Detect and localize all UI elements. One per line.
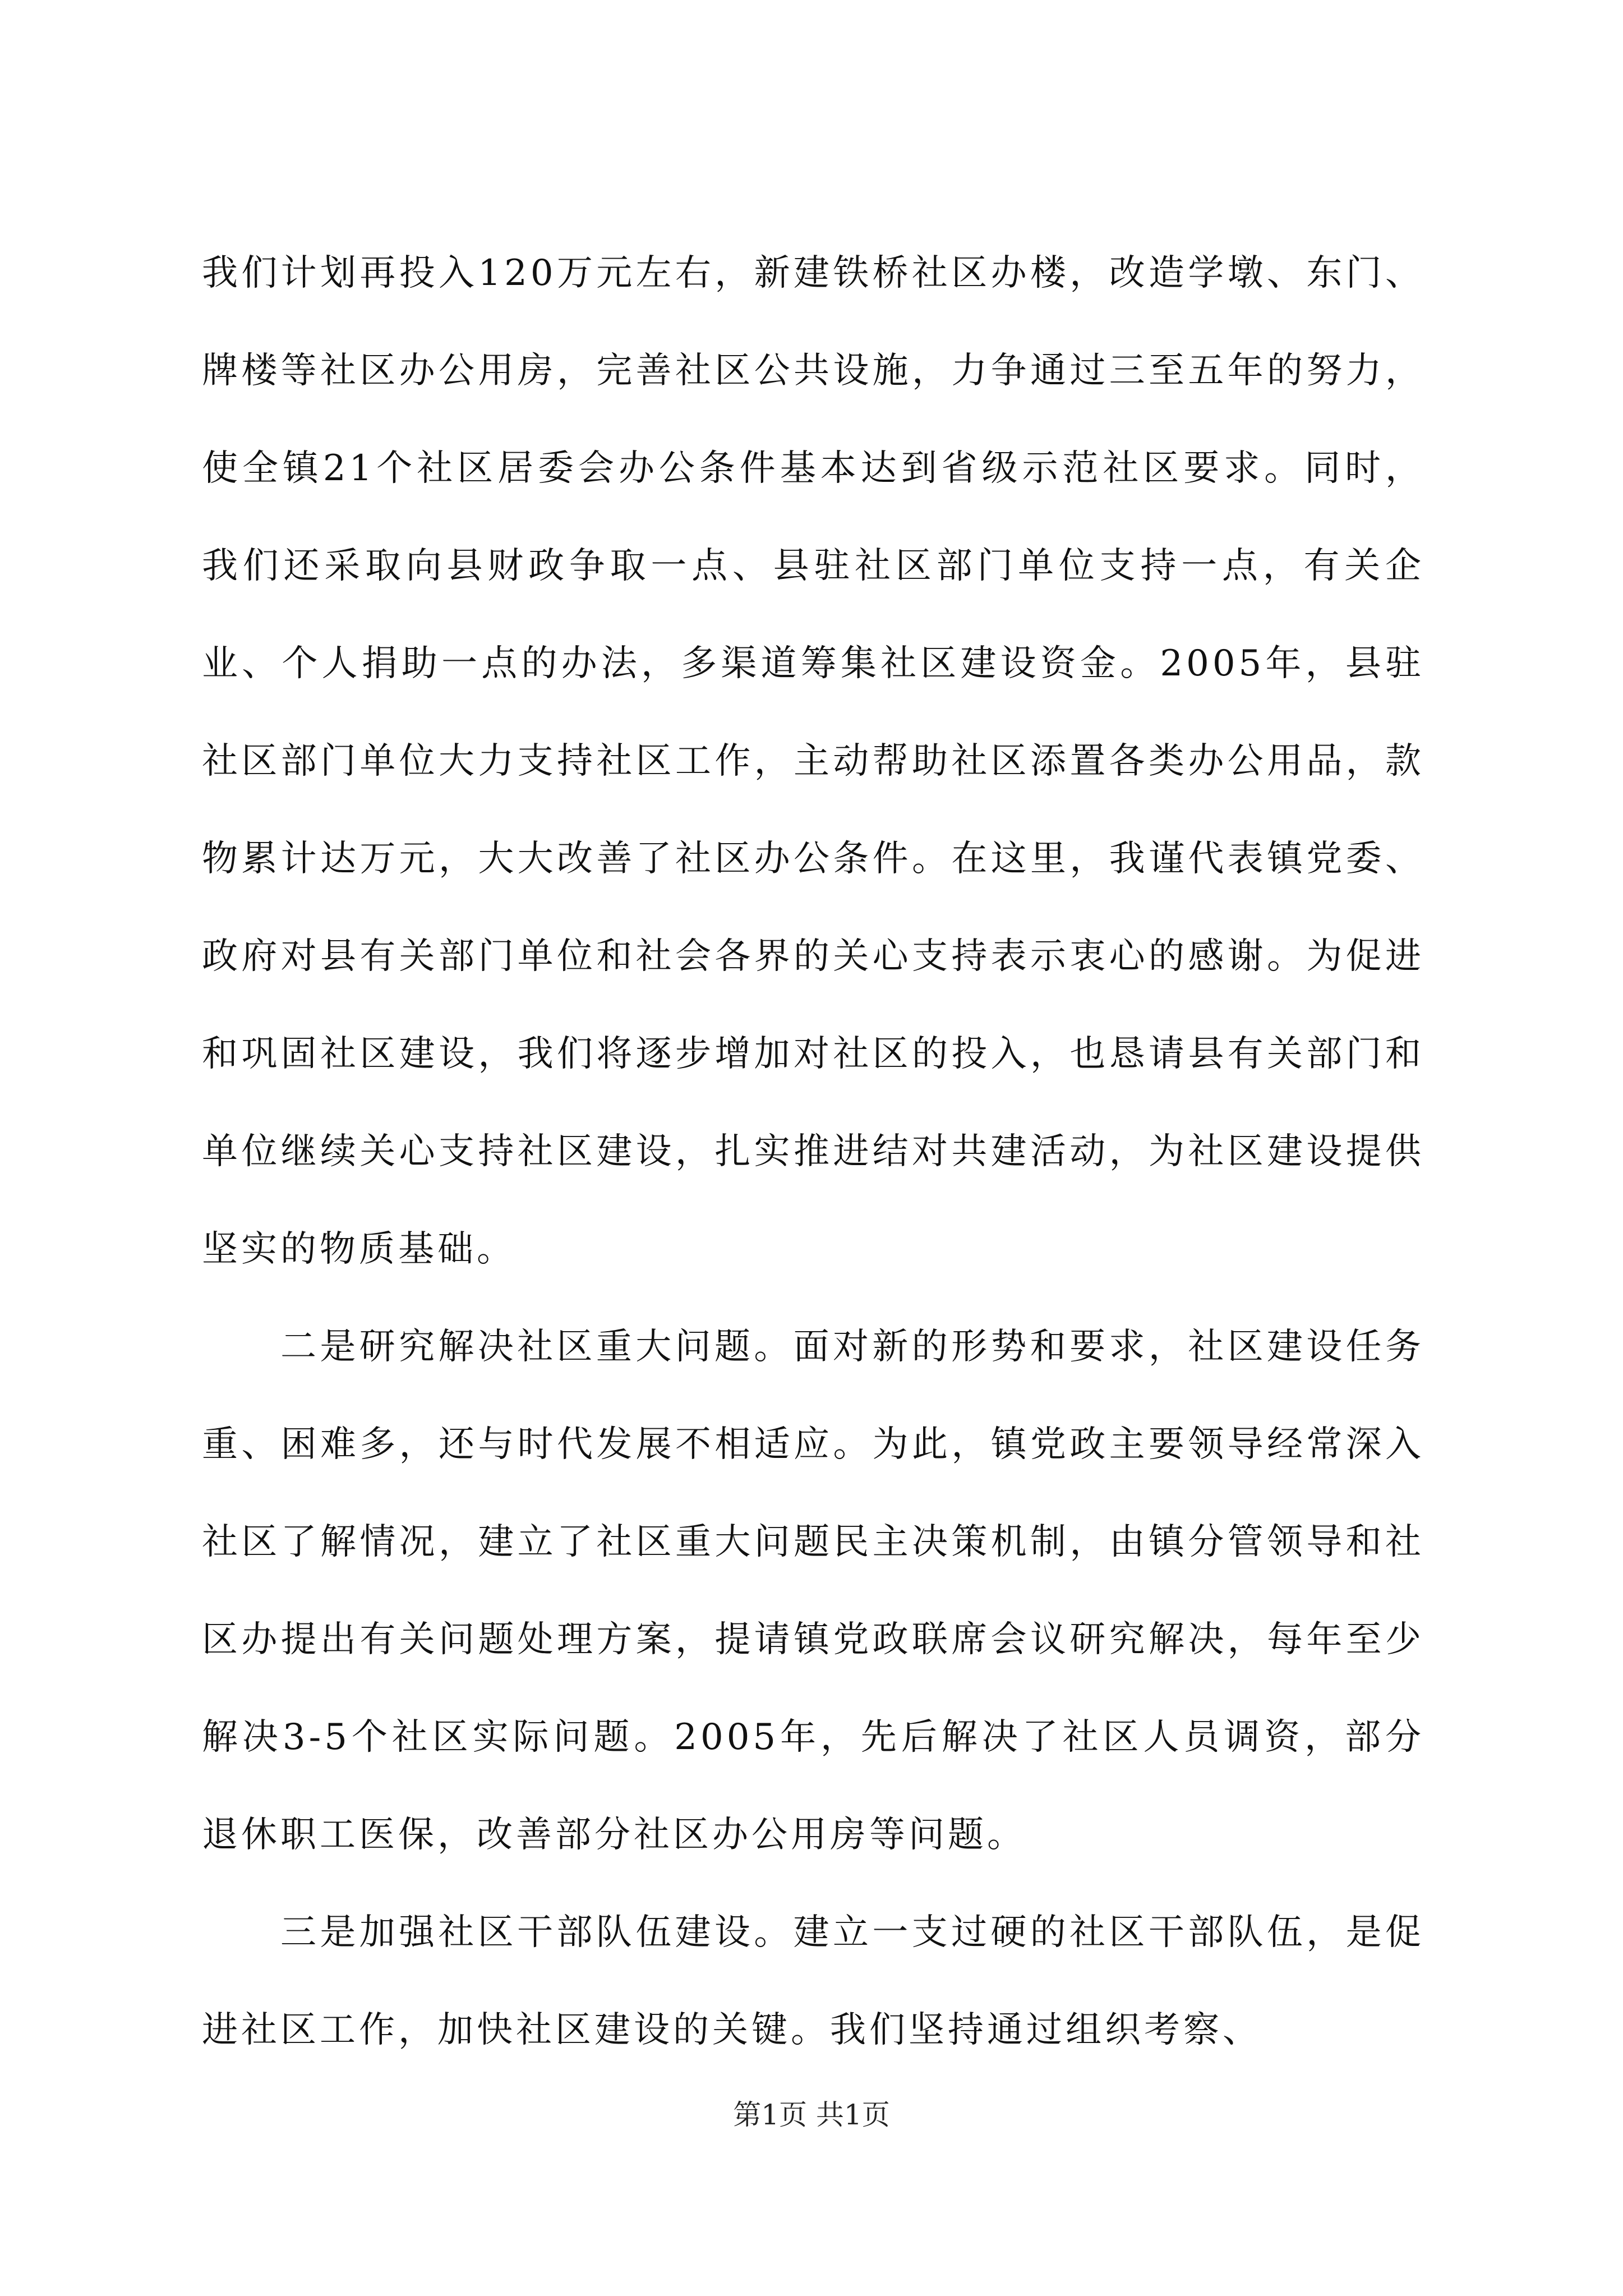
page-number-footer: 第1页 共1页 <box>733 2099 890 2131</box>
paragraph-item-two: 二是研究解决社区重大问题。面对新的形势和要求，社区建设任务重、困难多，还与时代发展不相适应。为此，镇党政主要领导经常深入社区了解情况，建立了社区重大问题民主决策机制，由镇分管领导和社区办提出有关问题处理方案，提请镇党政联席会议研究解决，每年至少解决3-5个社区实际问题。2005年，先后解决了社区人员调资，部分退休职工医保，改善部分社区办公用房等问题。 <box>202 1326 1424 1856</box>
paragraph-continued: 我们计划再投入120万元左右，新建铁桥社区办楼，改造学墩、东门、牌楼等社区办公用房，完善社区公共设施，力争通过三至五年的努力，使全镇21个社区居委会办公条件基本达到省级示范社区要求。同时，我们还采取向县财政争取一点、县驻社区部门单位支持一点，有关企业、个人捐助一点的办法，多渠道筹集社区建设资金。2005年，县驻社区部门单位大力支持社区工作，主动帮助社区添置各类办公用品，款物累计达万元，大大改善了社区办公条件。在这里，我谨代表镇党委、政府对县有关部门单位和社会各界的关心支持表示衷心的感谢。为促进和巩固社区建设，我们将逐步增加对社区的投入，也恳请县有关部门和单位继续关心支持社区建设，扎实推进结对共建活动，为社区建设提供坚实的物质基础。 <box>202 252 1424 1270</box>
document-body <box>202 224 1424 2079</box>
paragraph-item-three: 三是加强社区干部队伍建设。建立一支过硬的社区干部队伍，是促进社区工作，加快社区建设的关键。我们坚持通过组织考察、 <box>202 1912 1424 2051</box>
